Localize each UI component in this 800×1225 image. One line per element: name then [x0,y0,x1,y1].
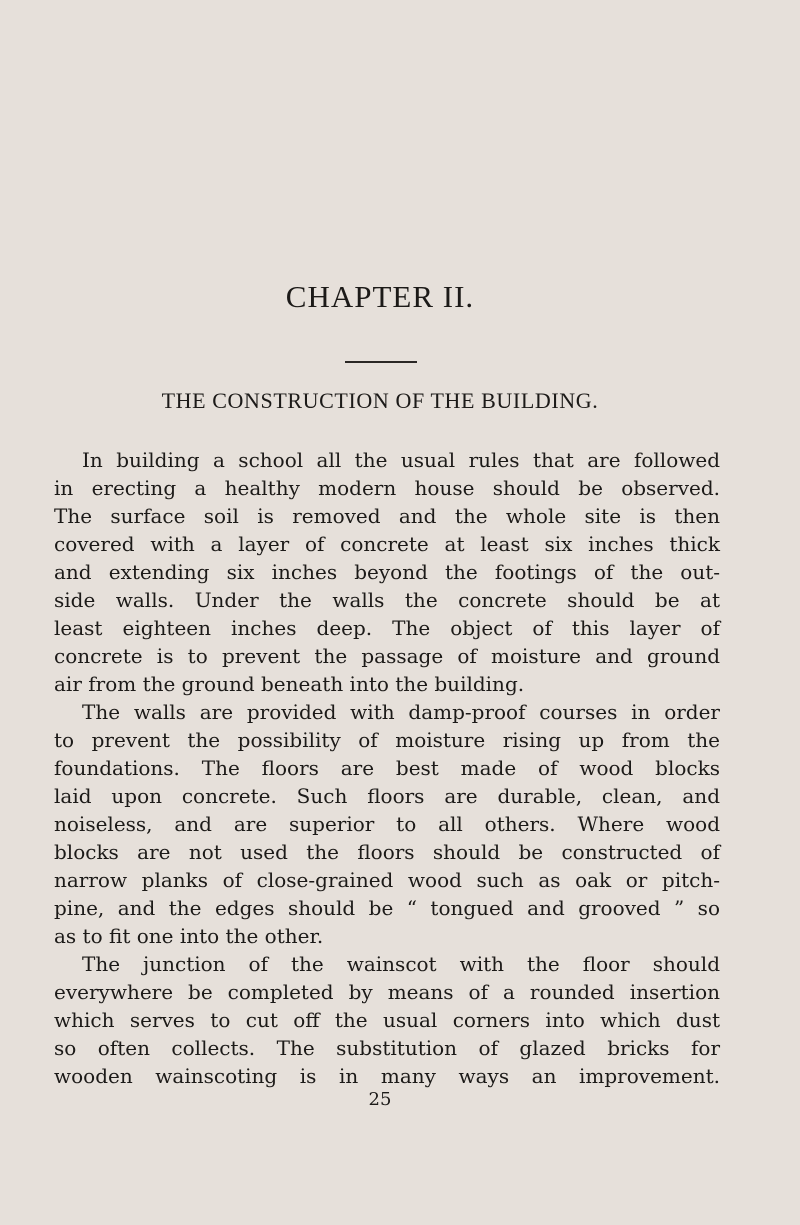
text-line: everywhere be completed by means of a rounded insertion [54,980,720,1004]
text-line: noiseless, and are superior to all others. Where wood [54,812,720,836]
text-line: blocks are not used the floors should be constructed of [54,840,720,864]
text-line: in erecting a healthy modern house should be observed. [54,476,720,500]
text-line: side walls. Under the walls the concrete should be at [54,588,720,612]
text-line: so often collects. The substitution of glazed bricks for [54,1036,720,1060]
text-line: and extending six inches beyond the footings of the out- [54,560,720,584]
text-line: narrow planks of close-grained wood such as oak or pitch- [54,868,720,892]
page-number: 25 [368,1089,392,1110]
text-line: concrete is to prevent the passage of moisture and ground [54,644,720,668]
heading-rule [345,361,417,363]
text-line: foundations. The floors are best made of wood blocks [54,756,720,780]
text-line: least eighteen inches deep. The object of this layer of [54,616,720,640]
text-line: pine, and the edges should be “ tongued and grooved ” so [54,896,720,920]
text-line: as to fit one into the other. [54,924,324,948]
text-line: air from the ground beneath into the building. [54,672,525,696]
text-line: laid upon concrete. Such floors are durable, clean, and [54,784,720,808]
text-line: to prevent the possibility of moisture rising up from the [54,728,720,752]
text-line: The walls are provided with damp-proof courses in order [82,700,720,724]
text-line: covered with a layer of concrete at least six inches thick [54,532,720,556]
text-line: which serves to cut off the usual corners into which dust [54,1008,720,1032]
text-line: The surface soil is removed and the whole site is then [54,504,720,528]
text-line: wooden wainscoting is in many ways an improvement. [54,1064,720,1088]
chapter-title: THE CONSTRUCTION OF THE BUILDING. [161,388,599,413]
text-line: In building a school all the usual rules that are followed [82,448,720,472]
text-line: The junction of the wainscot with the floor should [82,952,720,976]
chapter-heading: CHAPTER II. [285,279,475,314]
